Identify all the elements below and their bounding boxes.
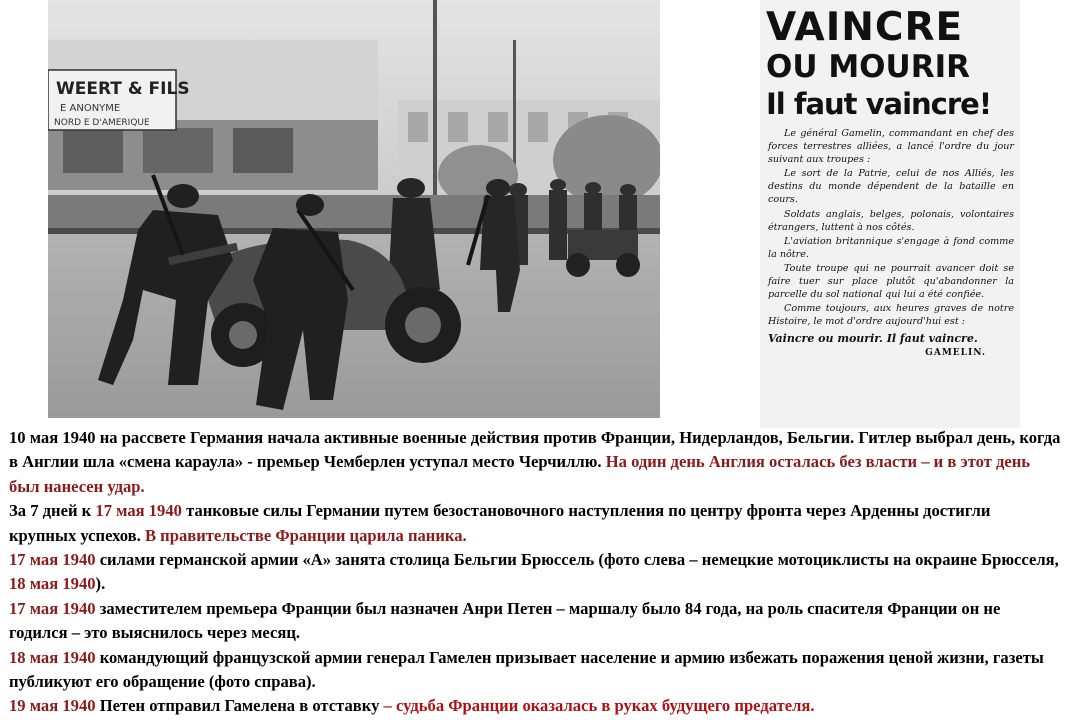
paragraph-gamelin [9,646,1061,695]
sign-line-3: NORD E D'AMERIQUE [54,118,150,128]
paragraph-dismissal [9,694,1061,718]
poster-paragraph: Toute troupe qui ne pourrait avancer doit se faire tuer sur place plutôt qu'abandonner la parcelle du sol national qui lui a été confiée. [768,262,1014,301]
poster-body [768,127,1014,361]
poster-paragraph: Soldats anglais, belges, polonais, volontaires étrangers, luttent à nos côtés. [768,208,1014,233]
poster-signature: GAMELIN. [925,347,986,358]
poster-paragraph: L'aviation britannique s'engage à fond comme la nôtre. [768,235,1014,260]
text-run: заместителем премьера Франции был назначен Анри Петен – маршалу было 84 года, на роль спасителя Франции он не годился – это выяснилось через месяц. [9,598,1001,643]
text-run: 10 мая 1940 на рассвете Германия начала активные военные действия против Франции, Нидерландов, Бельгии. Гитлер выбрал день, когда в Англии шла «смена караула» - премьер Чемберлен уступал место Черчиллю. [9,428,1061,472]
paragraph-petain [9,597,1061,646]
text-run: Петен отправил Гамелена в отставку [95,696,384,716]
poster-title-line-2: OU MOURIR [766,49,970,85]
date-highlight: 18 мая 1940 [9,647,96,667]
highlight-text: На один день Англия осталась без власти – и в этот день был нанесен удар. [9,452,1031,496]
sign-line-2: E ANONYME [60,103,121,114]
article-text [9,426,1061,719]
text-run: За 7 дней к [9,501,96,521]
text-run: танковые силы Германии путем безостановочного наступления по центру фронта через Арденны достигли крупных успехов. [9,501,991,545]
poster-title-line-1: VAINCRE [766,5,964,50]
historical-photo [48,0,660,418]
text-run: командующий французской армии генерал Гамелен призывает население и армию избежать поражения ценой жизни, газеты публикуют его обращение (фото справа). [9,647,1044,692]
date-highlight: 19 мая 1940 [9,696,96,716]
date-highlight: 18 мая 1940 [9,574,96,594]
shop-sign [48,70,190,130]
highlight-text: – судьба Франции оказалась в руках будущего предателя. [383,696,815,716]
poster-title-line-3: Il faut vaincre! [766,87,992,121]
poster-paragraph: Le sort de la Patrie, celui de nos Alliés, les destins du monde dépendent de la bataille en cours. [768,168,1014,206]
paragraph-brussels [9,548,1061,597]
text-run: силами германской армии «А» занята столица Бельгии Брюссель (фото слева – немецкие мотоциклисты на окраине Брюсселя, [95,550,1059,570]
poster-intro: Le général Gamelin, commandant en chef des forces terrestres alliées, a lancé l'ordre du jour suivant aux troupes : [768,128,1014,166]
poster-paragraph: Comme toujours, aux heures graves de notre Histoire, le mot d'ordre aujourd'hui est : [768,303,1014,328]
date-highlight: 17 мая 1940 [9,550,96,570]
date-highlight: 17 мая 1940 [95,501,182,521]
gamelin-poster [760,0,1020,428]
poster-closing: Vaincre ou mourir. Il faut vaincre. [768,332,978,346]
text-run: ). [95,574,106,594]
highlight-text: В правительстве Франции царила паника. [144,525,467,545]
date-highlight: 17 мая 1940 [9,598,96,618]
paragraph-7-days [9,499,1061,548]
photo-scene [48,0,660,418]
sign-line-1: WEERT & FILS [56,79,190,99]
paragraph-may-10 [9,426,1061,499]
